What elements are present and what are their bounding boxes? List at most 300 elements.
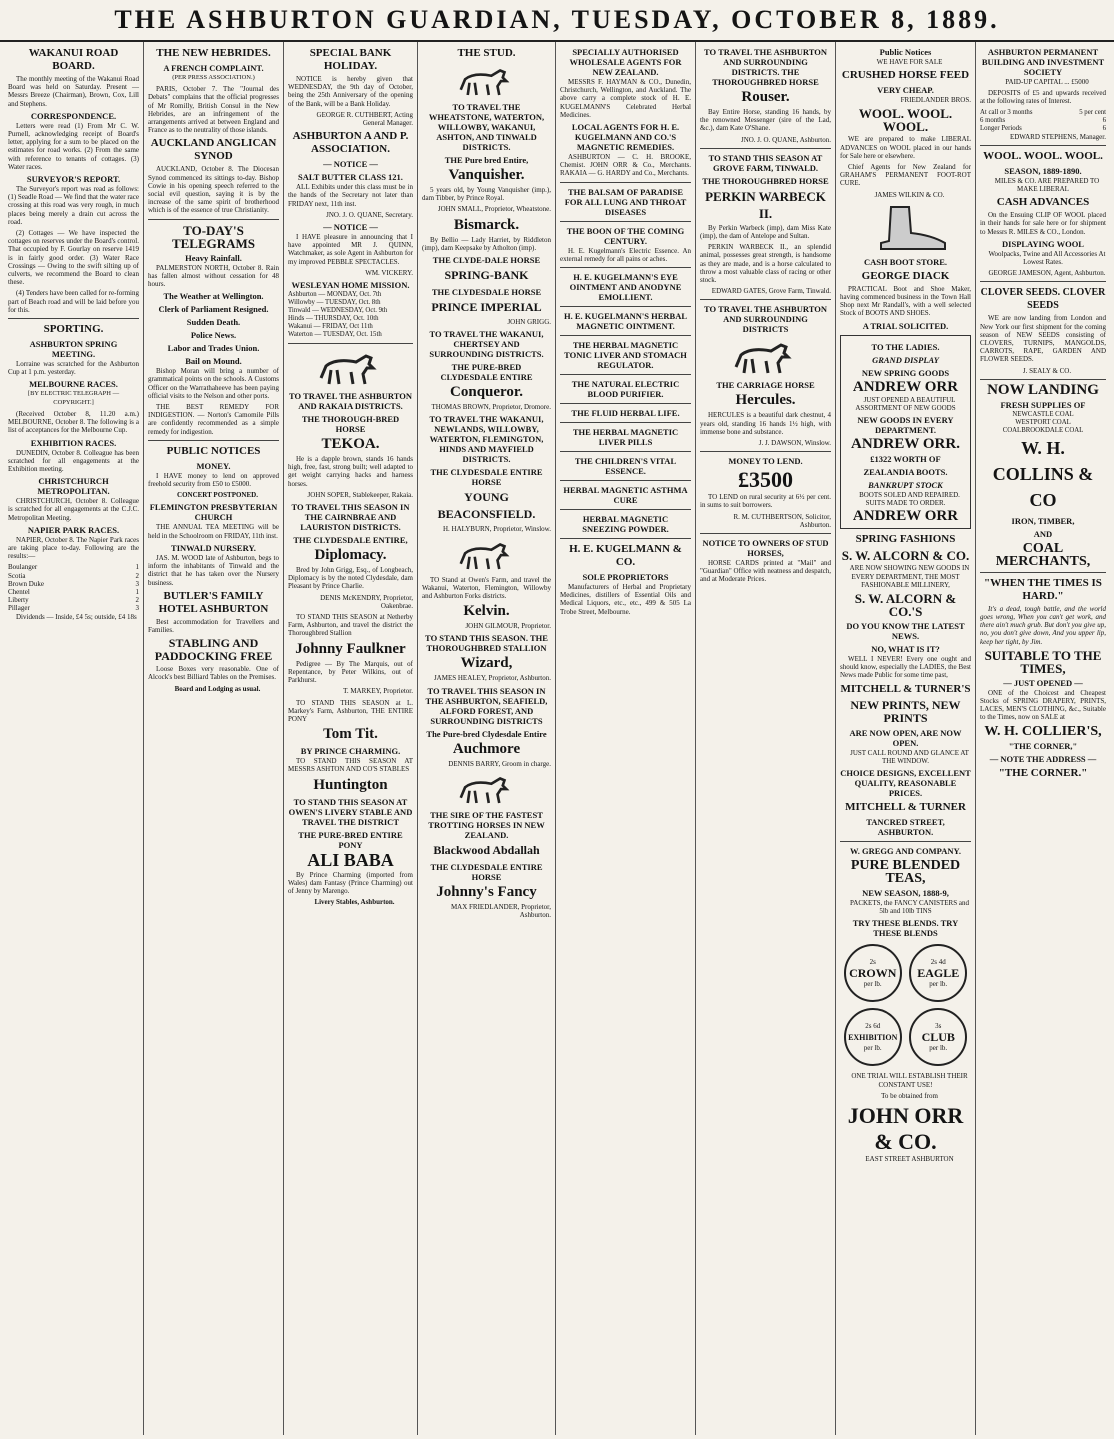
ad-heading: CRUSHED HORSE FEED <box>841 69 970 82</box>
article-subheading: MONEY. <box>196 460 231 471</box>
horse-name: Johnny's Fancy <box>436 883 537 900</box>
result-row <box>8 604 139 612</box>
stud-heading: TO TRAVEL THE WHEATSTONE, WATERTON, WILLOWBY, WAKANUI, ASHTON, AND TINWALD DISTRICTS. <box>428 102 545 152</box>
divider <box>560 306 691 307</box>
column-8 <box>976 42 1110 1435</box>
divider <box>560 451 691 452</box>
ad-heading: ANDREW ORR <box>852 378 959 395</box>
loan-amount: £3500 <box>738 467 793 493</box>
ad-text: ONE TRIAL WILL ESTABLISH THEIR CONSTANT USE! <box>851 1072 968 1089</box>
tea-emblem <box>909 944 967 1002</box>
ad-subheading: H. E. KUGELMANN'S HERBAL MAGNETIC OINTMENT. <box>563 311 688 332</box>
ad-heading: S. W. ALCORN & CO. <box>841 548 970 564</box>
divider <box>8 318 139 319</box>
ad-text: On the Ensuing CLIP OF WOOL placed in their hands for sale here or for shipment to Messrs R. MILES & CO., London. <box>980 211 1106 236</box>
ad-subheading: "THE CORNER," <box>1008 740 1078 751</box>
stud-subheading: THE CLYDESDALE HORSE <box>431 287 542 298</box>
poem-text: It's a dead, tough battle, and the world goes wrong, When you can't get work, and there ain't much grub. But don't you give up, no, you don't give down, And you upper lip, keep her tight, by Jim. <box>980 604 1106 646</box>
notice-subheading: SALT BUTTER CLASS 121. <box>298 172 403 183</box>
notice-text: NOTICE is hereby given that WEDNESDAY, the 9th day of October, being the 25th Anniversary of the opening of the Bank, will be a Bank Holiday. <box>288 75 413 108</box>
coal-item: NEWCASTLE COAL <box>1012 410 1074 418</box>
ad-heading: CASH ADVANCES <box>996 196 1090 209</box>
ad-heading: CLOVER SEEDS. CLOVER SEEDS <box>980 287 1106 312</box>
ad-heading: MITCHELL & TURNER <box>845 801 966 814</box>
signature: T. MARKEY, Proprietor. <box>343 687 413 696</box>
article-subheading: TINWALD NURSERY. <box>171 542 256 553</box>
column-6 <box>696 42 836 1435</box>
rate-row <box>980 125 1106 133</box>
ad-subheading: CHOICE DESIGNS, EXCELLENT QUALITY, REASONABLE PRICES. <box>840 768 971 799</box>
ad-subheading: — NOTE THE ADDRESS — <box>989 753 1097 764</box>
poem-title: "WHEN THE TIMES IS HARD." <box>984 576 1102 602</box>
ad-subheading: IRON, TIMBER, <box>1011 515 1075 526</box>
article-text: DUNEDIN, October 8. Colleague has been scratched for all engagements at the Exhibition meeting. <box>8 448 139 473</box>
divider <box>560 509 691 510</box>
result-row <box>8 563 139 571</box>
tea-brand: CROWN <box>849 965 897 980</box>
ad-heading: BUTLER'S FAMILY HOTEL ASHBURTON <box>158 589 269 615</box>
ad-heading: "THE CORNER." <box>998 766 1088 779</box>
divider <box>560 335 691 336</box>
divider <box>560 221 691 222</box>
column-7 <box>836 42 976 1435</box>
footer-text: Livery Stables, Ashburton. <box>314 898 395 907</box>
newspaper-columns <box>4 42 1110 1437</box>
signature: DENIS McKENDRY, Proprietor, Oakenbrae. <box>320 593 413 610</box>
stud-text: HERCULES is a beautiful dark chestnut, 4 years old, standing 16 hands 1½ high, with immense bone and substance. <box>700 411 831 436</box>
stud-text: 5 years old, by Young Vanquisher (imp.), dam Tibber, by Prince Royal. <box>422 186 551 203</box>
divider <box>700 148 831 149</box>
horse-name: Johnny Faulkner <box>295 640 406 657</box>
stud-text: Pedigree — By The Marquis, out of Repentance, by Peter Wilkins, out of Parkhurst. <box>288 659 413 685</box>
ad-text: ARE NOW SHOWING NEW GOODS IN EVERY DEPARTMENT, THE MOST FASHIONABLE MILLINERY, <box>849 564 970 589</box>
article-text: The monthly meeting of the Wakanui Road Board was held on Saturday. Present — Messrs Breeze (Chairman), Brown, Cox, Lill and Stephens. <box>8 75 139 108</box>
rate-row <box>980 117 1106 125</box>
ad-heading: NEW PRINTS, NEW PRINTS <box>850 697 961 725</box>
article-subheading: FLEMINGTON PRESBYTERIAN CHURCH <box>149 502 278 523</box>
tea-brand: EAGLE <box>917 965 960 980</box>
coal-item: WESTPORT COAL <box>1015 418 1071 426</box>
rate-value: 6 <box>1102 124 1106 132</box>
article-subheading: Heavy Rainfall. <box>185 252 242 263</box>
notice-subheading: — NOTICE — <box>323 159 378 170</box>
ad-subheading: — JUST OPENED — <box>1003 677 1083 688</box>
tea-emblem <box>909 1008 967 1066</box>
horse-name: PERKIN WARBECK II. <box>705 188 826 221</box>
article-subheading: CORRESPONDENCE. <box>30 110 117 121</box>
divider <box>560 374 691 375</box>
article-text: PARIS, October 7. The "Journal des Debats" complains that the official progresses of Mr Romilly, British Consul in the New Hebrides, are an infringement of the arrangements arrived at between England and France as to the neutrality of those islands. <box>148 85 279 135</box>
ad-text: MILES & CO. ARE PREPARED TO MAKE LIBERAL <box>994 176 1100 194</box>
horse-illustration <box>726 337 806 377</box>
signature: JNO. J. O. QUANE, Ashburton. <box>740 135 831 144</box>
tea-unit: per lb. <box>929 1043 948 1052</box>
ad-text: WELL I NEVER! Every one ought and should know, especially the LADIES, the Best News made Public for some time past, <box>840 655 971 680</box>
section-heading: Public Notices <box>879 47 932 57</box>
stud-subheading: THE THOROUGH-BRED HORSE <box>301 414 400 435</box>
notice-text: CONCERT POSTPONED. <box>177 491 258 500</box>
stud-heading: TO TRAVEL THE ASHBURTON AND SURROUNDING DISTRICTS. THE THOROUGHBRED HORSE <box>704 47 827 87</box>
ad-subheading: AND <box>1033 528 1053 539</box>
stud-text: Bay Entire Horse, standing 16 hands, by the renowned Messenger (sire of the Lad, &c.), dam Kate O'Shane. <box>700 108 831 133</box>
ad-subheading: THE BALSAM OF PARADISE FOR ALL LUNG AND THROAT DISEASES <box>564 186 687 217</box>
result-row <box>8 588 139 596</box>
ad-heading: NOW LANDING <box>987 381 1099 398</box>
article-subheading: Sudden Death. <box>186 317 241 328</box>
ad-subheading: GRAND DISPLAY <box>872 354 939 365</box>
stud-heading: THE SIRE OF THE FASTEST TROTTING HORSES IN NEW ZEALAND. <box>428 809 545 840</box>
ad-subheading: £1322 WORTH OF <box>870 454 941 465</box>
notice-subheading: WESLEYAN HOME MISSION. <box>291 280 410 291</box>
signature: EDWARD STEPHENS, Manager. <box>1009 132 1106 141</box>
divider <box>980 379 1106 380</box>
article-text: NAPIER, October 8. The Napier Park races are taking place to-day. Following are the results:— <box>8 535 139 561</box>
coal-item: COALBROOKDALE COAL <box>1002 426 1084 434</box>
meeting-item: Waterton — TUESDAY, Oct. 15th <box>288 331 382 339</box>
notice-text: ALL Exhibits under this class must be in the hands of the Secretary not later than FRIDAY next, 11th inst. <box>288 183 413 208</box>
article-text: (2) Cottages — We have inspected the cottages on reserves under the Board's control. That occupied by F. Gourlay on reserve 1419 is in fairly good order. (3) Water Race Crossings — Owing to the swift silting up of culverts, we recommend the Board to clean these. <box>8 229 139 287</box>
ad-text: Chief Agents for New Zealand for GRAHAM'S PERMANENT FOOT-ROT CURE. <box>840 163 971 188</box>
ad-text: PACKETS, the FANCY CANISTERS and 5lb and 10lb TINS <box>850 899 969 916</box>
meeting-item: Hinds — THURSDAY, Oct. 10th <box>288 315 379 323</box>
horse-name: Blackwood Abdallah <box>433 842 540 857</box>
article-heading: THE NEW HEBRIDES. <box>156 47 271 59</box>
horse-illustration <box>452 537 522 573</box>
ad-text: MESSRS F. HAYMAN & CO., Dunedin, Christchurch, Wellington, and Auckland. The above carry a complete stock of H. E. KUGELMANN'S Celebrated Herbal Medicines. <box>560 78 691 119</box>
ad-text: ONE of the Choicest and Cheapest Stocks of SPRING DRAPERY, PRINTS, LACES, MEN'S CLOTHING, &c., Suitable to the Times, now on SALE at <box>980 688 1106 722</box>
article-text: Lorraine was scratched for the Ashburton Cup at 1 p.m. yesterday. <box>8 360 139 377</box>
stud-text: By Prince Charming (imported from Wales) dam Fantasy (Prince Charming) out of Jenny by Marengo. <box>288 870 413 895</box>
horse-name: Diplomacy. <box>314 547 387 564</box>
divider <box>980 572 1106 573</box>
ad-subheading: THE HERBAL MAGNETIC TONIC LIVER AND STOMACH REGULATOR. <box>564 340 687 371</box>
placing: 2 <box>135 571 139 580</box>
horse-name: Boulanger <box>8 563 38 572</box>
result-row <box>8 580 139 588</box>
stud-subheading: THE CLYDESDALE ENTIRE HORSE <box>430 467 543 488</box>
ad-text: JUST CALL ROUND AND GLANCE AT THE WINDOW. <box>850 748 969 765</box>
signature: GEORGE R. CUTHBERT, Acting General Manager. <box>316 110 413 128</box>
company-name: H. E. KUGELMANN & CO. <box>569 543 682 569</box>
column-2 <box>144 42 284 1435</box>
stud-subheading: THE CLYDE-DALE HORSE <box>432 255 541 266</box>
divider <box>700 299 831 300</box>
stud-subheading: THE Pure bred Entire, <box>444 155 529 165</box>
signature: JOHN SOPER, Stablekeeper, Rakaia. <box>307 490 413 499</box>
notice-text: I HAVE money to lend on approved freehold security from £50 to £5000. <box>148 471 279 489</box>
notice-text: I HAVE pleasure in announcing that I have appointed MR J. QUINN, Watchmaker, as sole Agent in Ashburton for my improved PEBBLE SPECTACLES. <box>288 233 413 266</box>
meeting-item: Willowby — TUESDAY, Oct. 8th <box>288 299 381 307</box>
stud-subheading: THE THOROUGHBRED HORSE <box>702 175 829 186</box>
rate-term: Longer Periods <box>980 124 1022 132</box>
signature: JAMES WILKIN & CO. <box>874 190 945 199</box>
notice-text: JAS. M. WOOD late of Ashburton, begs to inform the inhabitants of Tinwald and the district that he has taken over the Nursery business. <box>148 553 279 587</box>
column-5 <box>556 42 696 1435</box>
placing: 1 <box>135 563 139 572</box>
divider <box>840 841 971 842</box>
ad-heading: MITCHELL & TURNER'S <box>840 682 971 695</box>
ad-subheading: HERBAL MAGNETIC SNEEZING POWDER. <box>582 514 669 535</box>
divider <box>560 182 691 183</box>
horse-name: Bismarck. <box>453 216 520 233</box>
ad-heading: STABLING AND PADDOCKING FREE <box>154 636 273 664</box>
article-heading: SPORTING. <box>43 323 104 336</box>
horse-name: Tom Tit. <box>323 726 378 743</box>
article-subheading: Labor and Trades Union. <box>167 343 260 354</box>
ad-text: To be obtained from <box>881 1091 938 1100</box>
ad-subheading: NEW SEASON, 1888-9, <box>862 888 949 899</box>
notice-text: HORSE CARDS printed at "Mail" and "Guardian" Office with neatness and despatch, and at Moderate Prices. <box>700 559 831 584</box>
ad-heading: COAL MERCHANTS, <box>995 540 1091 569</box>
stud-subheading: THE PURE-BRED ENTIRE PONY <box>298 829 403 850</box>
footer-text: EAST STREET ASHBURTON <box>865 1155 954 1164</box>
ad-text: Manufacturers of Herbal and Proprietary Medicines, distillers of Essential Oils and Medical Liquors, etc., etc., 499 & 505 La Trobe Street, Melbourne. <box>560 583 691 616</box>
stud-heading: TO TRAVEL THIS SEASON IN THE ASHBURTON, SEAFIELD, ALFORD FOREST, AND SURROUNDING DISTRICTS <box>425 685 548 726</box>
signature: WM. VICKERY. <box>365 268 413 277</box>
ad-subheading: TRY THESE BLENDS. TRY THESE BLENDS <box>852 918 959 939</box>
placing: 1 <box>135 587 139 596</box>
ad-subheading: THE BOON OF THE COMING CENTURY. <box>566 225 685 246</box>
article-text: AUCKLAND, October 8. The Diocesan Synod commenced its sittings to-day. Bishop Cowie in his opening speech referred to the social evil question, saying it is by the increase of the same spirit of brotherhood which is of the essence of true Christianity. <box>148 165 279 215</box>
ad-text: Woolpacks, Twine and All Accessories At Lowest Rates. <box>988 249 1106 267</box>
column-4 <box>418 42 556 1435</box>
article-subheading: EXHIBITION RACES. <box>30 437 117 448</box>
article-text: (Received October 8, 11.20 a.m.) MELBOURNE, October 8. The following is a list of acceptances for the Melbourne Cup. <box>8 409 139 435</box>
ad-subheading: DISPLAYING WOOL <box>1002 238 1084 249</box>
ad-text: Loose Boxes very reasonable. One of Alcock's best Billiard Tables on the Premises. <box>148 665 279 682</box>
ad-heading: GEORGE DIACK <box>861 269 950 282</box>
horse-name: Rouser. <box>741 89 790 105</box>
ad-subheading: VERY CHEAP. <box>877 85 934 96</box>
stud-heading: TO TRAVEL THIS SEASON IN THE CAIRNBRAE AND LAURISTON DISTRICTS. <box>291 502 410 533</box>
stud-subheading: THE CLYDESDALE ENTIRE HORSE <box>430 861 543 882</box>
horse-name: Hercules. <box>735 392 796 409</box>
horse-name: Wizard, <box>460 655 513 672</box>
ad-heading: S. W. ALCORN & CO.'S <box>854 591 957 620</box>
article-subheading: ASHBURTON SPRING MEETING. <box>29 339 118 360</box>
divider <box>560 422 691 423</box>
horse-illustration <box>311 348 391 388</box>
stud-subheading: TO Stand at Owen's Farm, and travel the Wakanui, Waterton, Flemington, Willowby and Ashburton Forks districts. <box>422 575 551 601</box>
stud-heading: TO TRAVEL THE ASHBURTON AND SURROUNDING DISTRICTS <box>704 304 827 335</box>
ad-text: DEPOSITS of £5 and upwards received at the following rates of Interest. <box>980 89 1106 106</box>
ad-subheading: FRESH SUPPLIES OF <box>1000 399 1086 410</box>
tea-unit: per lb. <box>863 1043 882 1052</box>
ad-subheading: H. E. KUGELMANN'S EYE OINTMENT AND ANODYNE EMOLLIENT. <box>569 272 682 303</box>
dividend-text: Dividends — Inside, £4 5s; outside, £4 18s <box>16 612 137 621</box>
ad-subheading: HERBAL MAGNETIC ASTHMA CURE <box>563 485 688 506</box>
stud-heading: TO TRAVEL THE WAKANUI, CHERTSEY AND SURROUNDING DISTRICTS. <box>429 329 544 360</box>
ad-subheading: THE CHILDREN'S VITAL ESSENCE. <box>574 456 677 477</box>
signature: JOHN GILMOUR, Proprietor. <box>465 622 551 631</box>
signature: J. SEALY & CO. <box>1022 366 1072 375</box>
divider <box>980 145 1106 146</box>
ad-text: H. E. Kugelmann's Electric Essence. An external remedy for all pains or aches. <box>560 246 691 263</box>
ad-heading: ASHBURTON PERMANENT BUILDING AND INVESTMENT SOCIETY <box>981 47 1105 77</box>
article-heading: AUCKLAND ANGLICAN SYNOD <box>150 137 277 163</box>
meeting-item: Tinwald — WEDNESDAY, Oct. 9th <box>288 307 388 315</box>
stud-text: He is a dapple brown, stands 16 hands high, free, fast, strong built; well adapted to get weight carrying hacks and harness horses. <box>288 455 413 488</box>
ad-text: WE are now landing from London and New York our first shipment for the coming season of NEW SEEDS consisting of CLOVERS, TURNIPS, MANGOLDS, CARROTS, RAPE, GARDEN AND FLOWER SEEDS. <box>980 314 1106 364</box>
rate-term: At call or 3 months <box>980 108 1033 116</box>
ad-subheading: DO YOU KNOW THE LATEST NEWS. <box>846 621 965 642</box>
ad-subheading: THE FLUID HERBAL LIFE. <box>571 408 680 419</box>
horse-name: Vanquisher. <box>448 167 525 183</box>
notice-subheading: — NOTICE — <box>323 222 378 233</box>
article-text: Bishop Moran will bring a number of grammatical points on the schools. A Customs Officer on the Warrathaheeve has been paying official visits to the Nelson and other ports. <box>148 367 279 400</box>
article-subheading: Police News. <box>190 330 237 341</box>
article-text: THE BEST REMEDY FOR INDIGESTION. — Norton's Camomile Pills are confidently recommended as a simple remedy for indigestion. <box>148 403 279 436</box>
signature: JOHN GRIGG. <box>507 318 551 327</box>
ad-subheading: SOLE PROPRIETORS <box>582 572 669 583</box>
article-text: PALMERSTON NORTH, October 8. Rain has fallen almost without cessation for 48 hours. <box>148 263 279 289</box>
ad-subheading: CASH BOOT STORE. <box>863 256 948 267</box>
meeting-item: Ashburton — MONDAY, Oct. 7th <box>288 291 382 299</box>
notice-subheading: NOTICE TO OWNERS OF STUD HORSES, <box>702 538 829 559</box>
divider <box>560 267 691 268</box>
placing: 3 <box>135 579 139 588</box>
result-row <box>8 596 139 604</box>
ad-subheading: SEASON, 1889-1890. <box>1004 165 1082 176</box>
section-heading: THE STUD. <box>457 47 516 59</box>
article-subheading: Clerk of Parliament Resigned. <box>158 304 269 315</box>
horse-name: Chentel <box>8 587 30 596</box>
stud-subheading: TO STAND THIS SEASON at Netherby Farm, Ashburton, and travel the district the Thoroughbred Stallion <box>288 613 413 638</box>
ad-text: WE HAVE FOR SALE <box>876 58 943 66</box>
ad-text: PRACTICAL Boot and Shoe Maker, having commenced business in the Town Hall Shop next Mr Randall's, with a well selected Stock of BOOTS AND SHOES. <box>840 284 971 318</box>
horse-name: SPRING-BANK <box>444 268 529 283</box>
ad-heading: WOOL. WOOL. WOOL. <box>858 106 953 135</box>
signature: THOMAS BROWN, Proprietor, Dromore. <box>431 403 551 412</box>
ad-heading: ANDREW ORR. <box>851 436 960 453</box>
ad-subheading: THE HERBAL MAGNETIC LIVER PILLS <box>572 427 679 448</box>
stud-subheading: THE CLYDESDALE ENTIRE, <box>293 535 408 546</box>
horse-name: Huntington <box>313 776 388 793</box>
andrew-orr-ad <box>840 335 971 530</box>
divider <box>700 533 831 534</box>
company-name: W. H. COLLINS & CO <box>992 437 1094 510</box>
tea-brand: EXHIBITION <box>848 1032 898 1042</box>
divider <box>560 538 691 539</box>
stud-heading: TO TRAVEL THE ASHBURTON AND RAKAIA DISTRICTS. <box>289 391 412 412</box>
tea-emblems <box>840 944 971 1002</box>
stud-subheading: The Pure-bred Clydesdale Entire <box>426 728 547 739</box>
stud-text: Bred by John Grigg, Esq., of Longbeach, Diplomacy is by the noted Clydesdale, dam Pleasant by Prince Charlie. <box>288 566 413 591</box>
article-text: (4) Tenders have been called for re-forming part of Beach road and will be laid before you for this. <box>8 289 139 314</box>
ad-subheading: NEW GOODS IN EVERY DEPARTMENT. <box>857 415 954 436</box>
column-1 <box>4 42 144 1435</box>
stud-text: By Bellio — Lady Harriet, by Riddleton (imp), dam Keepsake by Atholton (imp). <box>422 235 551 252</box>
horse-name: Conqueror. <box>450 384 523 401</box>
horse-name: TEKOA. <box>321 436 380 453</box>
result-row <box>8 572 139 580</box>
horse-name: Brown Duke <box>8 579 44 588</box>
ad-subheading: W. GREGG AND COMPANY. <box>850 846 961 857</box>
signature: EDWARD GATES, Grove Farm, Tinwald. <box>711 287 831 296</box>
tea-price: 2s 6d <box>865 1021 881 1030</box>
tea-emblem <box>844 1008 902 1066</box>
notice-heading: ASHBURTON A AND P. ASSOCIATION. <box>292 130 409 156</box>
rate-value: 6 <box>1102 116 1106 124</box>
signature: GEORGE JAMESON, Agent, Ashburton. <box>988 269 1106 278</box>
notice-text: TO LEND on rural security at 6½ per cent. in sums to suit borrowers. <box>700 493 831 510</box>
horse-name: PRINCE IMPERIAL <box>431 300 542 315</box>
horse-name: Kelvin. <box>463 603 510 620</box>
article-subheading: MELBOURNE RACES. <box>29 379 118 390</box>
horse-name: Pillager <box>8 604 30 613</box>
tea-price: 2s <box>869 957 876 966</box>
ad-text: ASHBURTON — C. H. BROOKE, Chemist. JOHN ORR & Co., Merchants. RAKAIA — G. HARDY and Co., Merchants. <box>560 153 691 178</box>
signature: H. HALYBURN, Proprietor, Winslow. <box>442 525 551 534</box>
notice-heading: SPECIAL BANK HOLIDAY. <box>309 47 392 72</box>
notice-subheading: MONEY TO LEND. <box>728 456 803 467</box>
article-heading: TO-DAY'S TELEGRAMS <box>171 222 256 251</box>
horse-illustration <box>452 771 522 807</box>
signature: J. J. DAWSON, Winslow. <box>758 439 831 448</box>
stud-text: PERKIN WARBECK II., an splendid animal, possesses great strength, is handsome as they are made, and is a horse calculated to throw a most valuable class of racing or other stock. <box>700 243 831 285</box>
footer-text: Board and Lodging as usual. <box>174 684 261 693</box>
horse-name: YOUNG BEACONSFIELD. <box>437 490 536 522</box>
signature: MAX FRIEDLANDER, Proprietor, Ashburton. <box>450 902 551 920</box>
signature: DENNIS BARRY, Groom in charge. <box>448 759 551 768</box>
article-subheading: CHRISTCHURCH METROPOLITAN. <box>37 476 110 497</box>
newspaper-title: THE ASHBURTON GUARDIAN, TUESDAY, OCTOBER 8, 1889. <box>114 5 1000 34</box>
ad-heading: W. H. COLLIER'S, <box>984 723 1102 739</box>
divider <box>700 451 831 452</box>
stud-subheading: THE PURE-BRED CLYDESDALE ENTIRE <box>440 362 533 383</box>
stud-text: By Perkin Warbeck (imp), dam Miss Kate (imp), the dam of Antelope and Sultan. <box>700 223 831 241</box>
ad-subheading: NEW SPRING GOODS <box>861 367 950 378</box>
ad-heading: ANDREW ORR <box>852 508 959 525</box>
divider <box>288 343 413 344</box>
ad-heading: SPECIALLY AUTHORISED WHOLESALE AGENTS FOR NEW ZEALAND. <box>569 47 682 77</box>
horse-name: Auchmore <box>452 740 521 757</box>
signature: R. M. CUTHBERTSON, Solicitor, Ashburton. <box>733 512 831 529</box>
divider <box>148 440 279 441</box>
ad-subheading: TO THE LADIES. <box>871 341 940 352</box>
stud-heading: TO STAND THIS SEASON AT OWEN'S LIVERY STABLE AND TRAVEL THE DISTRICT <box>288 796 413 827</box>
article-subheading: NAPIER PARK RACES. <box>27 524 120 535</box>
ad-heading: SUITABLE TO THE TIMES, <box>984 647 1102 676</box>
divider <box>560 480 691 481</box>
company-name: JOHN ORR & CO. <box>847 1103 964 1155</box>
column-3 <box>284 42 418 1435</box>
tea-emblems <box>840 1008 971 1066</box>
article-text: Letters were read (1) From Mr C. W. Purnell, acknowledging receipt of Board's letter, applying for a sum to be placed on the estimates for road works. (2) From the same with reference to tenants of cottages. (3) Water races. <box>8 121 139 171</box>
tea-brand: CLUB <box>921 1029 955 1044</box>
stud-subheading: TO STAND THIS SEASON AT MESSRS ASHTON AND CO'S STABLES <box>288 757 413 774</box>
notice-text: THE ANNUAL TEA MEETING will be held in the Schoolroom on FRIDAY, 11th inst. <box>148 523 279 540</box>
ad-heading: PURE BLENDED TEAS, <box>850 858 961 887</box>
tea-price: 3s <box>935 1021 942 1030</box>
ad-subheading: BANKRUPT STOCK <box>868 480 943 491</box>
ad-subheading: NO, WHAT IS IT? <box>871 644 940 655</box>
section-heading: PUBLIC NOTICES <box>166 444 261 457</box>
ad-subheading: ARE NOW OPEN, ARE NOW OPEN. <box>849 727 962 748</box>
rate-row <box>980 109 1106 117</box>
boot-illustration <box>861 203 951 253</box>
stud-subheading: TO STAND THIS SEASON. THE THOROUGHBRED STALLION <box>425 633 548 654</box>
signature: JAMES HEALEY, Proprietor, Ashburton. <box>433 674 551 683</box>
ad-heading: WOOL. WOOL. WOOL. <box>983 149 1103 162</box>
article-subheading: A FRENCH COMPLAINT. <box>163 63 264 73</box>
rate-term: 6 months <box>980 116 1006 124</box>
signature: JNO. J. O. QUANE, Secretary. <box>326 210 413 219</box>
horse-name: Liberty <box>8 596 29 605</box>
ad-text: WE are prepared to make LIBERAL ADVANCES on WOOL placed in our hands for Sale here or elsewhere. <box>840 135 971 160</box>
stud-subheading: THE CARRIAGE HORSE <box>716 380 815 391</box>
article-text: CHRISTCHURCH, October 8. Colleague is scratched for all engagements at the C.J.C. Metropolitan Meeting. <box>8 497 139 522</box>
